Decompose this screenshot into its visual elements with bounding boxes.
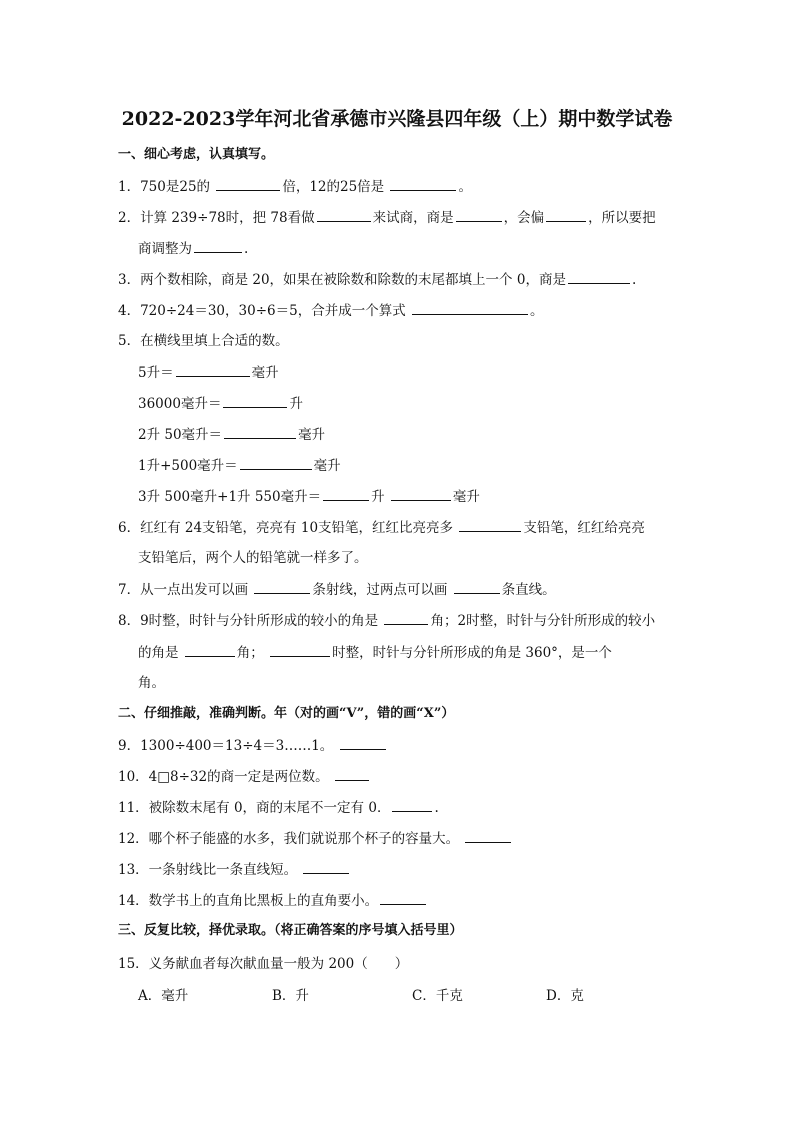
question-2: 2．计算 239÷78时，把 78看做 来试商，商是 ，会偏 ，所以要把 bbox=[118, 210, 656, 226]
answer-blank[interactable] bbox=[317, 208, 371, 222]
answer-blank[interactable] bbox=[323, 487, 369, 501]
answer-blank[interactable] bbox=[392, 798, 432, 812]
page-title: 2022-2023学年河北省承德市兴隆县四年级（上）期中数学试卷 bbox=[121, 108, 673, 130]
answer-blank[interactable] bbox=[412, 301, 528, 315]
question-4: 4．720÷24＝30，30÷6＝5，合并成一个算式 。 bbox=[118, 303, 544, 319]
section-1-heading: 一、细心考虑，认真填写。 bbox=[118, 147, 275, 162]
answer-blank[interactable] bbox=[391, 487, 451, 501]
answer-blank[interactable] bbox=[456, 208, 502, 222]
answer-blank[interactable] bbox=[223, 394, 287, 408]
question-11: 11．被除数末尾有 0，商的末尾不一定有 0． . bbox=[118, 800, 439, 816]
question-8: 8．9时整，时针与分针所形成的较小的角是 角；2时整，时针与分针所形成的较小 bbox=[118, 613, 656, 629]
question-10: 10．4□8÷32的商一定是两位数。 bbox=[118, 767, 371, 786]
answer-blank[interactable] bbox=[454, 580, 500, 594]
question-12: 12．哪个杯子能盛的水多，我们就说那个杯子的容量大。 bbox=[118, 829, 513, 848]
answer-blank[interactable] bbox=[303, 860, 349, 874]
question-8-cont: 的角是 角； 时整，时针与分针所形成的角是 360°，是一个 bbox=[138, 645, 612, 661]
answer-blank[interactable] bbox=[546, 208, 586, 222]
answer-blank[interactable] bbox=[194, 239, 242, 253]
section-2-heading: 二、仔细推敲，准确判断。年（对的画“V”，错的画“X”） bbox=[118, 706, 455, 721]
answer-blank[interactable] bbox=[240, 456, 312, 470]
question-7: 7．从一点出发可以画 条射线，过两点可以画 条直线。 bbox=[118, 582, 556, 598]
question-5-item-2: 36000毫升＝ 升 bbox=[138, 396, 303, 412]
answer-blank[interactable] bbox=[270, 643, 330, 657]
question-1: 1．750是25的 倍，12的25倍是 。 bbox=[118, 179, 472, 195]
answer-blank[interactable] bbox=[176, 363, 250, 377]
question-13: 13．一条射线比一条直线短。 bbox=[118, 860, 351, 879]
question-14: 14．数学书上的直角比黑板上的直角要小。 bbox=[118, 891, 428, 910]
question-5-item-5: 3升 500毫升+1升 550毫升＝ 升 毫升 bbox=[138, 489, 480, 505]
question-5-item-1: 5升＝ 毫升 bbox=[138, 365, 279, 381]
question-5-item-4: 1升+500毫升＝ 毫升 bbox=[138, 458, 341, 474]
option-b[interactable]: B．升 bbox=[272, 988, 309, 1004]
answer-blank[interactable] bbox=[459, 518, 521, 532]
question-8-cont-2: 角。 bbox=[138, 675, 165, 691]
question-6-cont: 支铅笔后，两个人的铅笔就一样多了。 bbox=[138, 550, 368, 566]
option-c[interactable]: C．千克 bbox=[412, 988, 463, 1004]
question-15: 15．义务献血者每次献血量一般为 200（ ） bbox=[118, 956, 409, 972]
answer-blank[interactable] bbox=[568, 270, 630, 284]
answer-blank[interactable] bbox=[254, 580, 310, 594]
answer-blank[interactable] bbox=[335, 767, 369, 781]
question-5-item-3: 2升 50毫升＝ 毫升 bbox=[138, 427, 326, 443]
answer-blank[interactable] bbox=[216, 177, 280, 191]
answer-blank[interactable] bbox=[224, 425, 296, 439]
answer-blank[interactable] bbox=[185, 643, 235, 657]
question-5: 5．在横线里填上合适的数。 bbox=[118, 333, 289, 349]
option-d[interactable]: D．克 bbox=[546, 988, 584, 1004]
answer-blank[interactable] bbox=[380, 891, 426, 905]
answer-blank[interactable] bbox=[465, 829, 511, 843]
question-3: 3．两个数相除，商是 20，如果在被除数和除数的末尾都填上一个 0，商是 . bbox=[118, 272, 637, 288]
option-a[interactable]: A．毫升 bbox=[138, 988, 189, 1004]
question-6: 6．红红有 24支铅笔，亮亮有 10支铅笔，红红比亮亮多 支铅笔，红红给亮亮 bbox=[118, 520, 645, 536]
answer-blank[interactable] bbox=[390, 177, 456, 191]
section-3-heading: 三、反复比较，择优录取。（将正确答案的序号填入括号里） bbox=[118, 923, 463, 938]
answer-blank[interactable] bbox=[384, 611, 428, 625]
question-2-cont: 商调整为 . bbox=[138, 241, 249, 257]
answer-blank[interactable] bbox=[340, 736, 386, 750]
question-9: 9．1300÷400＝13÷4＝3……1。 bbox=[118, 736, 388, 755]
